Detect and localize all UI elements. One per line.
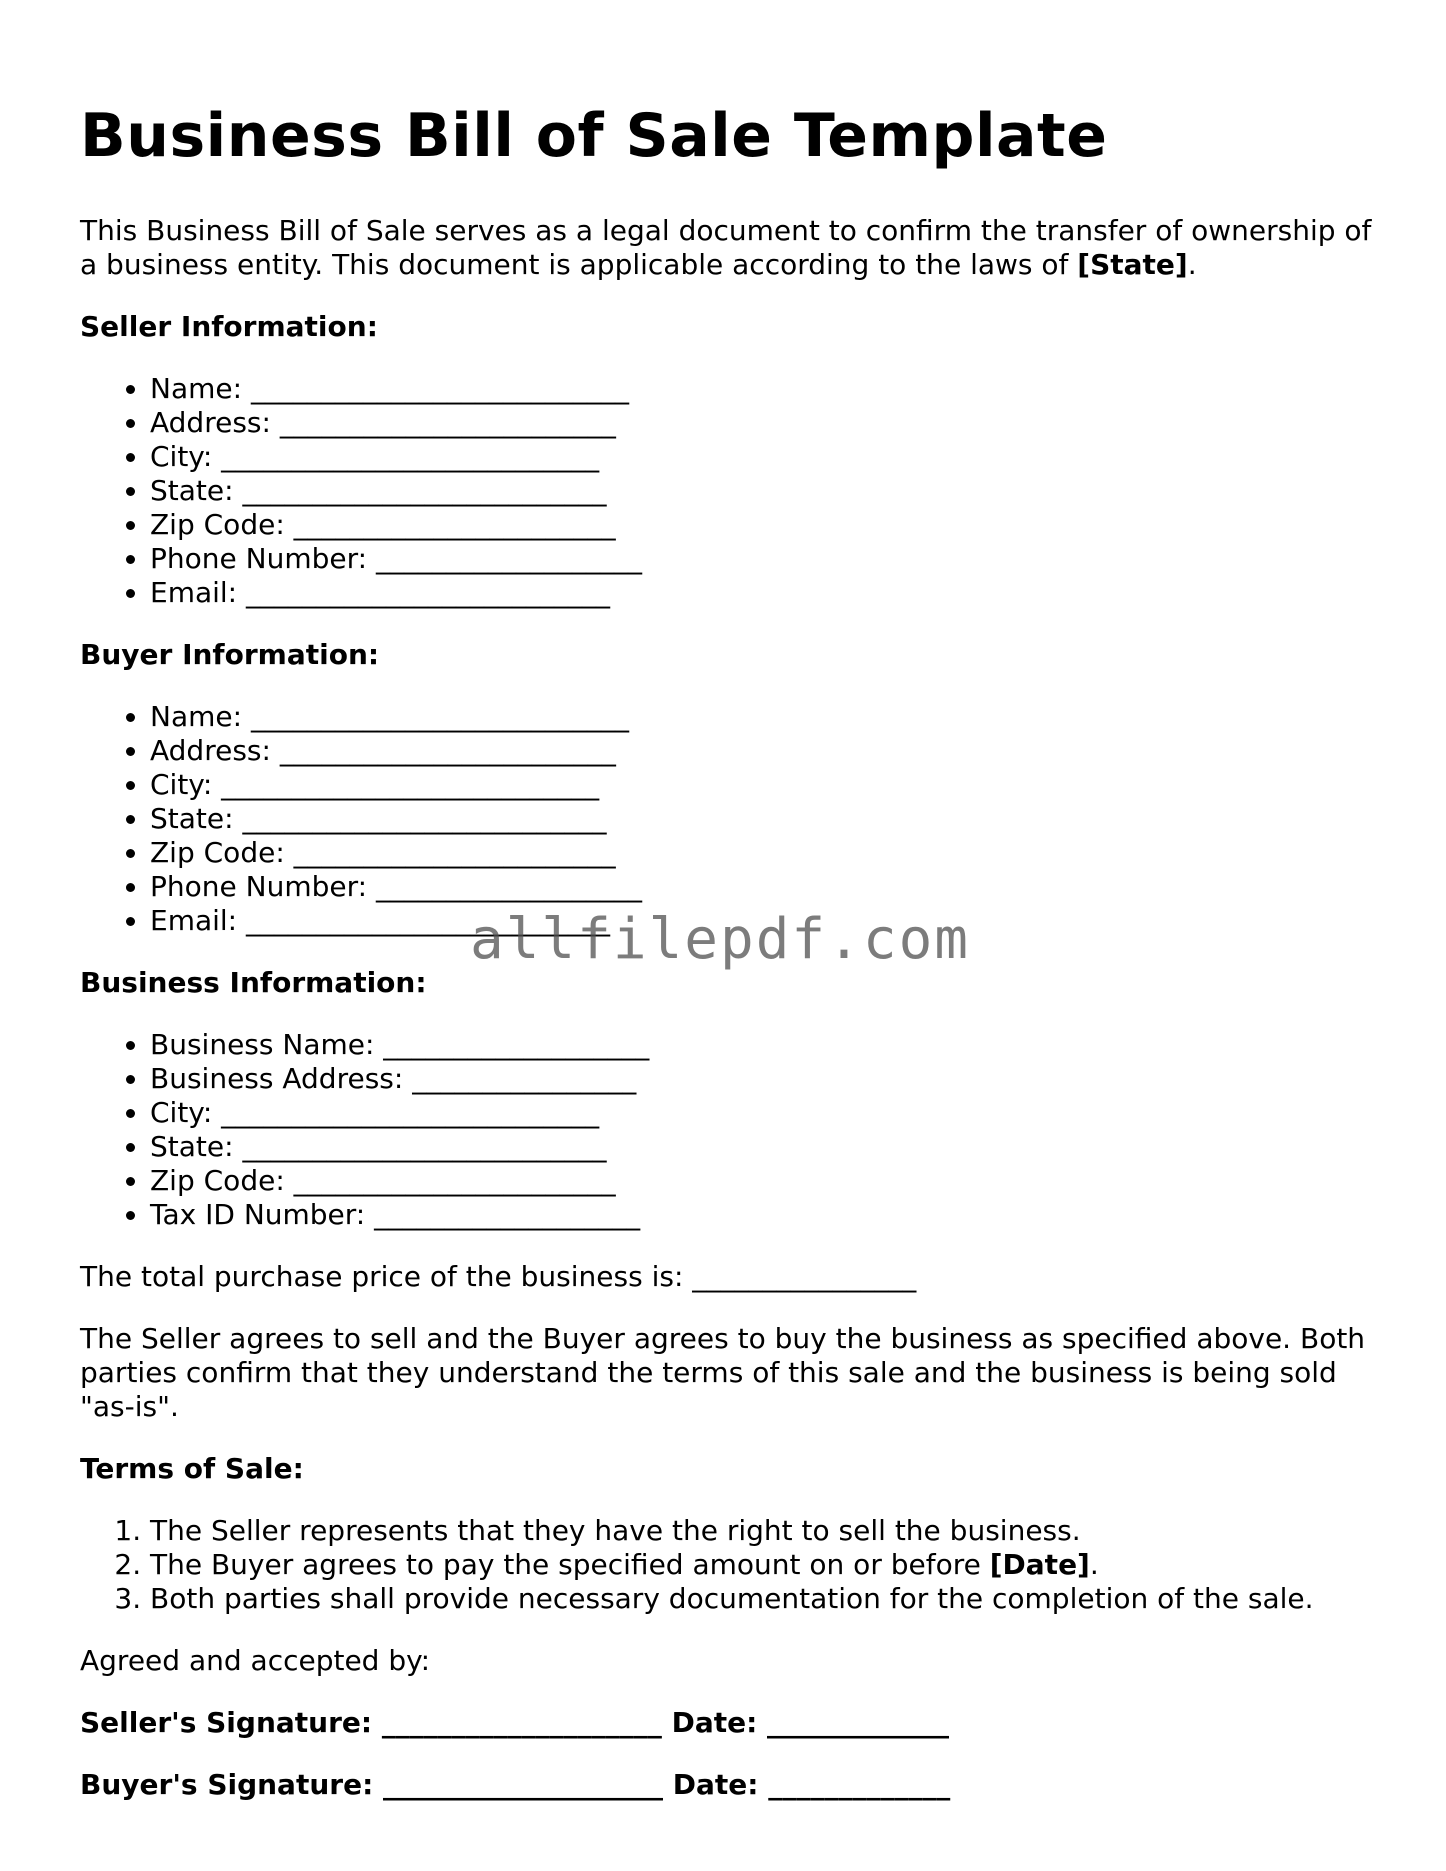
business-zip-field[interactable]: • Zip Code: _______________________ <box>150 1164 1380 1198</box>
seller-zip-field[interactable]: • Zip Code: _______________________ <box>150 508 1380 542</box>
business-address-field[interactable]: • Business Address: ________________ <box>150 1062 1380 1096</box>
business-state-field[interactable]: • State: __________________________ <box>150 1130 1380 1164</box>
seller-city-field[interactable]: • City: ___________________________ <box>150 440 1380 474</box>
business-fields <box>80 1028 1380 1232</box>
document-title: Business Bill of Sale Template <box>80 101 1108 171</box>
terms-heading: Terms of Sale: <box>80 1452 304 1485</box>
seller-signature-line[interactable]: Seller's Signature: ____________________ Date: _____________ <box>80 1706 950 1739</box>
state-placeholder: [State] <box>1077 248 1188 281</box>
seller-address-field[interactable]: • Address: ________________________ <box>150 406 1380 440</box>
buyer-zip-field[interactable]: • Zip Code: _______________________ <box>150 836 1380 870</box>
terms-list <box>80 1514 1380 1616</box>
intro-paragraph: This Business Bill of Sale serves as a legal document to confirm the transfer of ownership of a business entity. This document is applicable according to the laws of [State]. <box>80 214 1372 281</box>
buyer-state-field[interactable]: • State: __________________________ <box>150 802 1380 836</box>
buyer-heading: Buyer Information: <box>80 638 380 671</box>
seller-phone-field[interactable]: • Phone Number: ___________________ <box>150 542 1380 576</box>
business-tax-id-field[interactable]: • Tax ID Number: ___________________ <box>150 1198 1380 1232</box>
seller-name-field[interactable]: • Name: ___________________________ <box>150 372 1380 406</box>
term-item: 2. The Buyer agrees to pay the specified amount on or before [Date]. <box>150 1548 1380 1582</box>
seller-email-field[interactable]: • Email: __________________________ <box>150 576 1380 610</box>
accepted-by-text: Agreed and accepted by: <box>80 1644 431 1677</box>
buyer-email-field[interactable]: • Email: __________________________ <box>150 904 1380 938</box>
term-item: 1. The Seller represents that they have the right to sell the business. <box>150 1514 1380 1548</box>
buyer-signature-line[interactable]: Buyer's Signature: ____________________ Date: _____________ <box>80 1768 951 1801</box>
purchase-price-line[interactable]: The total purchase price of the business is: ________________ <box>80 1260 917 1293</box>
watermark: allfilepdf.com <box>470 907 971 972</box>
seller-heading: Seller Information: <box>80 310 378 343</box>
buyer-city-field[interactable]: • City: ___________________________ <box>150 768 1380 802</box>
buyer-phone-field[interactable]: • Phone Number: ___________________ <box>150 870 1380 904</box>
business-city-field[interactable]: • City: ___________________________ <box>150 1096 1380 1130</box>
buyer-name-field[interactable]: • Name: ___________________________ <box>150 700 1380 734</box>
buyer-fields <box>80 700 1380 938</box>
business-heading: Business Information: <box>80 966 427 999</box>
term-item: 3. Both parties shall provide necessary documentation for the completion of the sale. <box>150 1582 1380 1616</box>
agreement-paragraph: The Seller agrees to sell and the Buyer agrees to buy the business as specified above. Both parties confirm that they understand the terms of this sale and the business is being sold "as-is". <box>80 1322 1366 1423</box>
seller-state-field[interactable]: • State: __________________________ <box>150 474 1380 508</box>
business-name-field[interactable]: • Business Name: ___________________ <box>150 1028 1380 1062</box>
seller-fields <box>80 372 1380 610</box>
intro-text: This Business Bill of Sale serves as a legal document to confirm the transfer of ownership of a business entity. This document is applicable according to the laws of <box>80 214 1372 281</box>
date-placeholder: [Date] <box>989 1548 1090 1581</box>
buyer-address-field[interactable]: • Address: ________________________ <box>150 734 1380 768</box>
